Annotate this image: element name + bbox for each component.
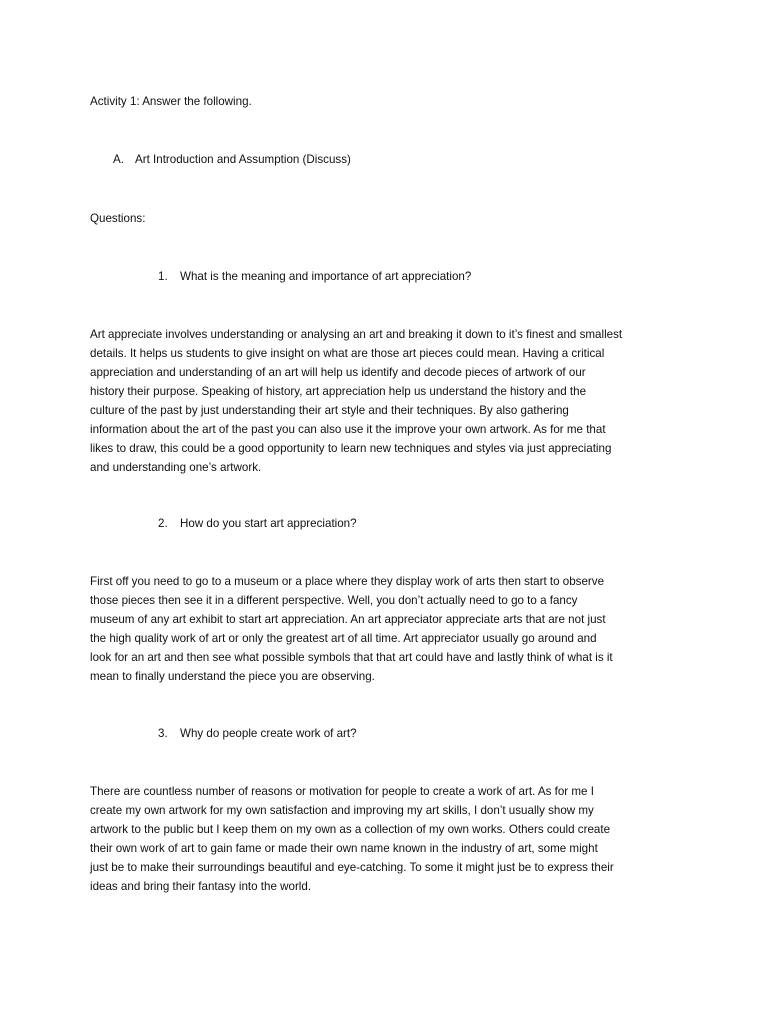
answer-line: just be to make their surroundings beautiful and eye-catching. To some it might just be to express their [90,861,614,874]
section-heading [113,150,351,169]
answer-line: likes to draw, this could be a good opportunity to learn new techniques and styles via just appreciating [90,442,612,455]
question-1 [158,267,471,286]
answer-line: museum of any art exhibit to start art appreciation. An art appreciator appreciate arts that are not just [90,613,606,626]
section-marker: A. [113,153,124,166]
question-text: What is the meaning and importance of art appreciation? [180,270,472,283]
answer-line: Art appreciate involves understanding or analysing an art and breaking it down to it’s finest and smallest [90,328,623,341]
question-3 [158,724,357,743]
question-text: Why do people create work of art? [180,727,357,740]
questions-label: Questions: [90,212,146,225]
answer-line: There are countless number of reasons or motivation for people to create a work of art. As for me I [90,785,594,798]
answer-line: the high quality work of art or only the greatest art of all time. Art appreciator usually go around and [90,632,597,645]
question-2 [158,514,357,533]
question-text: How do you start art appreciation? [180,517,357,530]
answer-line: appreciation and understanding of an art will help us identify and decode pieces of artwork of our [90,366,586,379]
answer-line: those pieces then see it in a different perspective. Well, you don’t actually need to go to a fancy [90,594,578,607]
section-title: Art Introduction and Assumption (Discuss) [135,153,351,166]
answer-line: First off you need to go to a museum or a place where they display work of arts then start to observe [90,575,605,588]
question-number: 3. [158,727,168,740]
answer-line: ideas and bring their fantasy into the world. [90,880,312,893]
question-number: 1. [158,270,168,283]
answer-line: create my own artwork for my own satisfaction and improving my art skills, I don’t usually show my [90,804,594,817]
question-number: 2. [158,517,168,530]
answer-2 [90,572,700,686]
answer-line: their own work of art to gain fame or made their own name known in the industry of art, some might [90,842,598,855]
answer-3 [90,782,700,896]
answer-line: mean to finally understand the piece you are observing. [90,670,375,683]
answer-line: culture of the past by just understanding their art style and their techniques. By also gathering [90,404,569,417]
answer-line: history their purpose. Speaking of history, art appreciation help us understand the history and the [90,385,587,398]
activity-title: Activity 1: Answer the following. [90,95,252,108]
answer-line: details. It helps us students to give insight on what are those art pieces could mean. Having a critical [90,347,605,360]
answer-line: information about the art of the past you can also use it the improve your own artwork. As for me that [90,423,606,436]
answer-line: and understanding one’s artwork. [90,461,262,474]
answer-line: artwork to the public but I keep them on my own as a collection of my own works. Others could create [90,823,611,836]
answer-1 [90,325,700,477]
answer-line: look for an art and then see what possible symbols that that art could have and lastly think of what is it [90,651,613,664]
